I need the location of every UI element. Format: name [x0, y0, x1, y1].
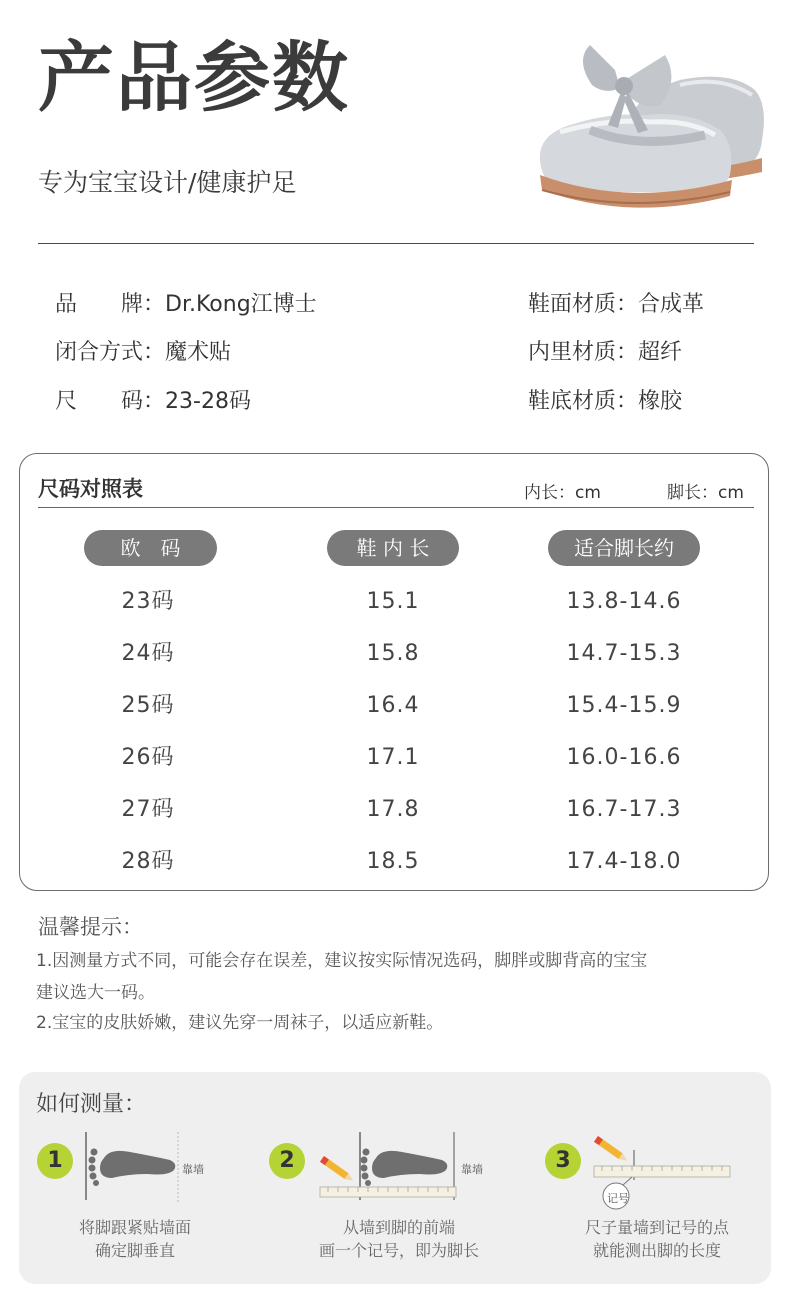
step-2-badge: 2	[269, 1143, 305, 1179]
param-sole	[528, 391, 682, 413]
table-cell-foot: 16.0-16.6	[566, 745, 682, 770]
step-1-caption-line1: 将脚跟紧贴墙面	[78, 1218, 191, 1237]
step-2-caption-line2: 画一个记号，即为脚长	[318, 1241, 479, 1261]
param-upper-label: 鞋面材质：	[528, 292, 639, 317]
notes-heading: 温馨提示：	[38, 915, 143, 939]
table-cell-foot: 15.4-15.9	[566, 693, 682, 718]
param-size-label: 尺 码：	[55, 389, 166, 414]
param-sole-label: 鞋底材质：	[528, 389, 639, 414]
measure-heading: 如何测量：	[36, 1092, 147, 1117]
table-cell-size: 28码	[121, 849, 175, 874]
table-cell-size: 26码	[121, 745, 175, 770]
step-3-caption	[547, 1216, 767, 1262]
note-line-2: 2.宝宝的皮肤娇嫩，建议先穿一周袜子，以适应新鞋。	[36, 1013, 444, 1033]
size-table-divider	[38, 507, 754, 508]
param-lining-value: 超纤	[638, 340, 683, 365]
page-subtitle: 专为宝宝设计/健康护足	[38, 168, 297, 197]
product-shoe-image	[530, 40, 770, 220]
size-table-title: 尺码对照表	[38, 477, 143, 501]
param-brand	[55, 294, 317, 316]
param-size	[55, 391, 251, 413]
step-2-caption	[289, 1216, 509, 1262]
step-1-caption	[25, 1216, 245, 1262]
wall-label: 靠墙	[182, 1163, 204, 1176]
table-cell-inner: 15.1	[366, 589, 420, 614]
unit-foot-length: 脚长：cm	[667, 483, 744, 503]
table-cell-foot: 17.4-18.0	[566, 849, 682, 874]
param-closure-value: 魔术贴	[165, 340, 232, 365]
header-foot-length: 适合脚长约	[548, 530, 700, 566]
table-cell-inner: 17.1	[366, 745, 420, 770]
step-3-badge: 3	[545, 1143, 581, 1179]
table-cell-foot: 13.8-14.6	[566, 589, 682, 614]
step-1-badge: 1	[37, 1143, 73, 1179]
param-brand-label: 品 牌：	[55, 292, 166, 317]
table-cell-size: 25码	[121, 693, 175, 718]
param-brand-value: Dr.Kong江博士	[165, 292, 317, 317]
table-cell-inner: 15.8	[366, 641, 420, 666]
step-3-caption-line2: 就能测出脚的长度	[592, 1241, 721, 1261]
table-cell-size: 24码	[121, 641, 175, 666]
param-lining-label: 内里材质：	[528, 340, 639, 365]
table-cell-inner: 16.4	[366, 693, 420, 718]
header-divider	[38, 243, 754, 244]
wall-label-2: 靠墙	[461, 1163, 483, 1176]
step-3-caption-line1: 尺子量墙到记号的点	[584, 1218, 729, 1237]
note-line-1: 1.因测量方式不同，可能会存在误差，建议按实际情况选码，脚胖或脚背高的宝宝	[36, 951, 648, 971]
step-2-caption-line1: 从墙到脚的前端	[342, 1218, 455, 1237]
note-line-1-cont: 建议选大一码。	[36, 983, 155, 1003]
table-cell-size: 23码	[121, 589, 175, 614]
step-1-caption-line2: 确定脚垂直	[94, 1241, 175, 1261]
header-inner-length: 鞋 内 长	[327, 530, 459, 566]
param-closure-label: 闭合方式：	[55, 340, 166, 365]
param-size-value: 23-28码	[165, 389, 251, 414]
header-eu-size: 欧 码	[84, 530, 217, 566]
size-table-frame	[19, 453, 769, 891]
table-cell-size: 27码	[121, 797, 175, 822]
footprint-ruler-icon	[318, 1130, 463, 1205]
param-upper-value: 合成革	[638, 292, 705, 317]
table-cell-inner: 18.5	[366, 849, 420, 874]
page-title: 产品参数	[38, 33, 350, 122]
table-cell-foot: 14.7-15.3	[566, 641, 682, 666]
table-cell-foot: 16.7-17.3	[566, 797, 682, 822]
param-upper	[528, 294, 704, 316]
param-closure	[55, 342, 231, 364]
unit-inner-length: 内长：cm	[524, 483, 601, 503]
mark-label: 记号	[607, 1192, 629, 1205]
table-cell-inner: 17.8	[366, 797, 420, 822]
param-lining	[528, 342, 682, 364]
param-sole-value: 橡胶	[638, 389, 683, 414]
